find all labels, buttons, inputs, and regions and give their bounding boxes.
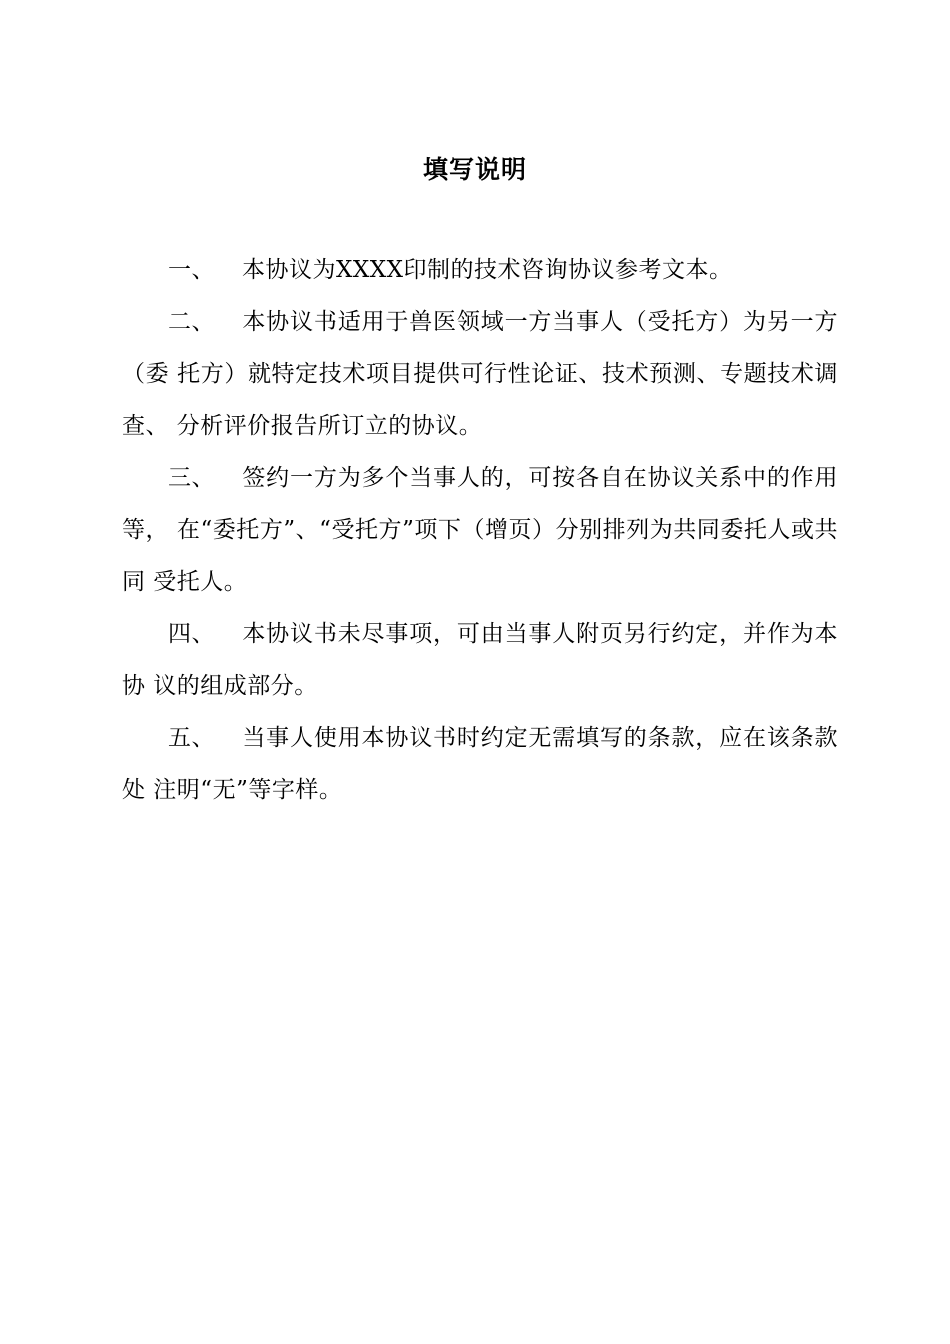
instruction-item-3 (122, 452, 838, 608)
instruction-item-2 (122, 296, 838, 452)
instructions-body (122, 244, 838, 816)
item-text: 本协议为XXXX印制的技术咨询协议参考文本。 (242, 257, 733, 283)
item-number: 一、 (168, 257, 215, 283)
item-number: 五、 (168, 725, 215, 751)
item-text: 本协议书未尽事项，可由当事人附页另行约定，并作为本协 议的组成部分。 (122, 621, 838, 699)
item-number: 四、 (168, 621, 215, 647)
instruction-item-1 (122, 244, 838, 296)
item-text: 当事人使用本协议书时约定无需填写的条款，应在该条款处 注明“无”等字样。 (122, 725, 838, 803)
item-number: 二、 (168, 309, 215, 335)
instruction-item-4 (122, 608, 838, 712)
item-text: 签约一方为多个当事人的，可按各自在协议关系中的作用等， 在“委托方”、“受托方”项下（增页）分别排列为共同委托人或共同 受托人。 (122, 465, 838, 595)
instruction-item-5 (122, 712, 838, 816)
item-text: 本协议书适用于兽医领域一方当事人（受托方）为另一方（委 托方）就特定技术项目提供可行性论证、技术预测、专题技术调查、 分析评价报告所订立的协议。 (122, 309, 838, 439)
page-title: 填写说明 (422, 155, 527, 184)
item-number: 三、 (168, 465, 215, 491)
